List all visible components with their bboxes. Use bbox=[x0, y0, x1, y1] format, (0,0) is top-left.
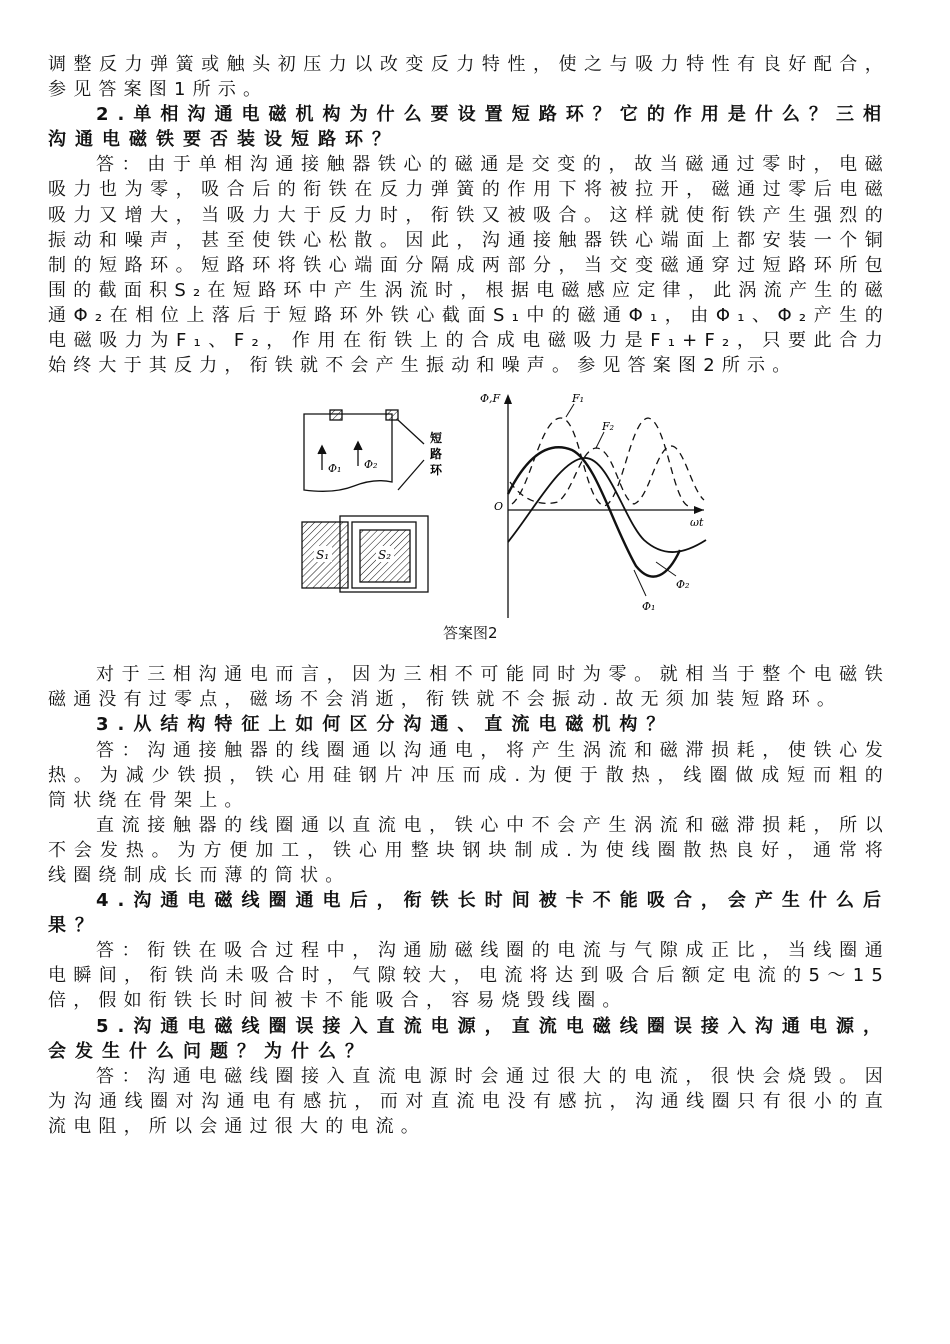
y-axis-arrow bbox=[504, 394, 512, 404]
answer-2-continued: 对于三相沟通电而言，因为三相不可能同时为零。就相当于整个电磁铁磁通没有过零点，磁场不会消逝，衔铁就不会振动.故无须加装短路环。 bbox=[48, 664, 890, 711]
answer-5: 答：沟通电磁线圈接入直流电源时会通过很大的电流，很快会烧毁。因为沟通线圈对沟通电有感抗，而对直流电没有感抗，沟通线圈只有很小的直流电阻，所以会通过很大的电流。 bbox=[48, 1065, 890, 1137]
s2-label: S₂ bbox=[378, 548, 392, 563]
ring-label-3: 环 bbox=[430, 463, 443, 478]
x-axis-label: ωt bbox=[690, 516, 704, 530]
answer-4: 答：衔铁在吸合过程中，沟通励磁线圈的电流与气隙成正比，当线圈通电瞬间，衔铁尚未吸合时，气隙较大，电流将达到吸合后额定电流的5～15倍，假如衔铁长时间被卡不能吸合，容易烧毁线圈。 bbox=[48, 940, 890, 1012]
answer-3: 答：沟通接触器的线圈通以沟通电，将产生涡流和磁滞损耗，使铁心发热。为减少铁损，铁心用硅钢片冲压而成.为便于散热，线圈做成短而粗的筒状绕在骨架上。 bbox=[48, 739, 890, 811]
f1-label: F₁ bbox=[572, 392, 585, 406]
question-5: 5.沟通电磁线圈误接入直流电源，直流电磁线圈误接入沟通电源，会发生什么问题？为什么？ bbox=[48, 1015, 890, 1062]
phi2-graph-label: Φ₂ bbox=[676, 578, 690, 592]
ring-label-1: 短 bbox=[430, 431, 443, 446]
question-4: 4.沟通电磁线圈通电后，衔铁长时间被卡不能吸合，会产生什么后果？ bbox=[48, 890, 890, 937]
core-top-view bbox=[304, 410, 424, 491]
phi1-curve bbox=[508, 447, 680, 576]
answer-3-continued: 直流接触器的线圈通以直流电，铁心中不会产生涡流和磁滞损耗，所以不会发热。为方便加工，铁心用整块钢块制成.为使线圈散热良好，通常将线圈绕制成长而薄的筒状。 bbox=[48, 814, 890, 886]
f2-leader bbox=[596, 432, 604, 448]
phi2-label: Φ₂ bbox=[364, 458, 378, 472]
document-page bbox=[48, 52, 890, 1139]
phi1-label: Φ₁ bbox=[328, 462, 342, 476]
figure-caption: 答案图2 bbox=[443, 624, 498, 643]
figure-drawing bbox=[284, 390, 714, 622]
f2-label: F₂ bbox=[602, 420, 615, 434]
ring-label-2: 路 bbox=[430, 447, 443, 462]
answer-figure-2 bbox=[48, 390, 890, 662]
s1-label: S₁ bbox=[316, 548, 330, 563]
question-2: 2.单相沟通电磁机构为什么要设置短路环？它的作用是什么？三相沟通电磁铁要否装设短路环？ bbox=[48, 104, 890, 151]
f1-leader bbox=[566, 404, 574, 417]
x-axis-arrow bbox=[694, 506, 704, 514]
phi1-graph-label: Φ₁ bbox=[642, 600, 656, 614]
y-axis-label: Φ,F bbox=[480, 392, 501, 406]
question-3: 3.从结构特征上如何区分沟通、直流电磁机构？ bbox=[96, 714, 674, 736]
origin-label: O bbox=[494, 500, 504, 514]
answer-2: 答：由于单相沟通接触器铁心的磁通是交变的，故当磁通过零时，电磁吸力也为零，吸合后的衔铁在反力弹簧的作用下将被拉开，磁通过零后电磁吸力又增大，当吸力大于反力时，衔铁又被吸合。这样就使衔铁产生强烈的振动和噪声，甚至使铁心松散。因此，沟通接触器铁心端面上都安装一个铜制的短路环。短路环将铁心端面分隔成两部分，当交变磁通穿过短路环所包围的截面积S₂在短路环中产生涡流时，根据电磁感应定律，此涡流产生的磁通Φ₂在相位上落后于短路环外铁心截面S₁中的磁通Φ₁，由Φ₁、Φ₂产生的电磁吸力为F₁、F₂，作用在衔铁上的合成电磁吸力是F₁+F₂，只要此合力始终大于其反力，衔铁就不会产生振动和噪声。参见答案图2所示。 bbox=[48, 154, 890, 377]
paragraph-q1-answer-end: 调整反力弹簧或触头初压力以改变反力特性，使之与吸力特性有良好配合，参见答案图1所示。 bbox=[48, 54, 890, 101]
f1-curve bbox=[512, 418, 688, 506]
